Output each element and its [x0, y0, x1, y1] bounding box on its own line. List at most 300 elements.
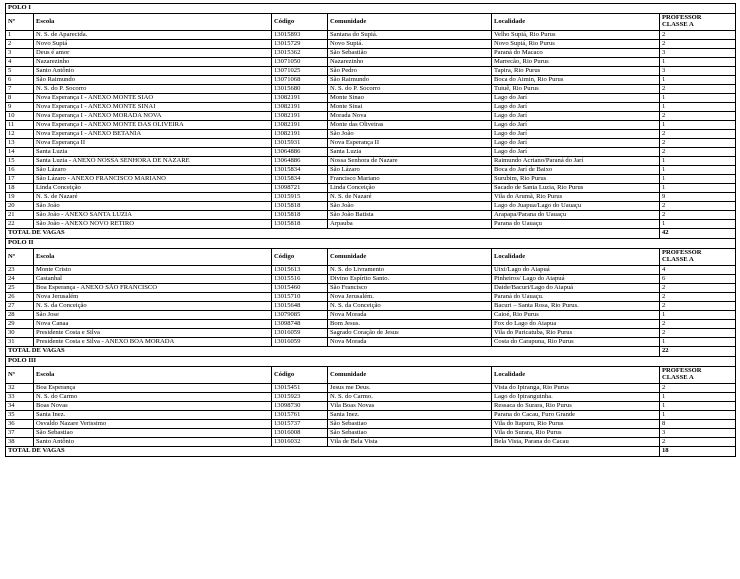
col-codigo: 13015680 [272, 85, 328, 94]
table-row [6, 393, 736, 402]
col-comunidade: Vila Boas Novas [328, 402, 492, 411]
header-comunidade: Comunidade [328, 14, 492, 31]
col-codigo: 13015818 [272, 211, 328, 220]
header-escola: Escola [34, 14, 272, 31]
table-row [6, 67, 736, 76]
col-escola: Santo Antônio [34, 67, 272, 76]
vagas-document [5, 3, 735, 457]
col-codigo: 13015516 [272, 275, 328, 284]
col-localidade: Lago do Juapua/Lago do Uauaçu [492, 202, 660, 211]
total-label: TOTAL DE VAGAS [6, 447, 660, 457]
col-localidade: Arapapa/Parana do Uauaçu [492, 211, 660, 220]
col-localidade: Lago do Jarí [492, 139, 660, 148]
table-row [6, 130, 736, 139]
col-codigo: 13015460 [272, 284, 328, 293]
col-localidade: Raimundo Acriano/Paraná do Jarí [492, 157, 660, 166]
col-comunidade: São João Batista [328, 211, 492, 220]
table-row [6, 266, 736, 275]
header-escola: Escola [34, 367, 272, 384]
header-professor-line1: PROFESSOR [662, 14, 702, 22]
polo-title-row [6, 357, 736, 367]
col-localidade: Daide/Bacuri/Lago do Aiapuá [492, 284, 660, 293]
table-row [6, 411, 736, 420]
col-professor: 1 [660, 175, 736, 184]
col-comunidade: São Raimundo [328, 76, 492, 85]
col-num: 38 [6, 438, 34, 447]
col-localidade: Caioé, Rio Purus [492, 311, 660, 320]
col-escola: Nova Canaa [34, 320, 272, 329]
col-codigo: 13098721 [272, 184, 328, 193]
col-localidade: Boca do Aimin, Rio Purus [492, 76, 660, 85]
col-professor: 2 [660, 302, 736, 311]
col-codigo: 13071025 [272, 67, 328, 76]
total-row [6, 347, 736, 357]
col-escola: Nova Esperança I - ANEXO BETANIA [34, 130, 272, 139]
col-localidade: Lago do Jarí [492, 94, 660, 103]
col-escola: Nova Esperança I - ANEXO MONTE SIAO [34, 94, 272, 103]
col-comunidade: Monte Sinao [328, 94, 492, 103]
col-num: 21 [6, 211, 34, 220]
col-comunidade: Nova Esperança II [328, 139, 492, 148]
col-localidade: Sacado de Santa Luzia, Rio Purus [492, 184, 660, 193]
col-num: 28 [6, 311, 34, 320]
col-localidade: Lago do Jarí [492, 121, 660, 130]
table-row [6, 202, 736, 211]
table-row [6, 284, 736, 293]
col-comunidade: Jesus me Deus. [328, 384, 492, 393]
col-professor: 2 [660, 40, 736, 49]
col-comunidade: São João [328, 130, 492, 139]
col-escola: Presidente Costa e Silva [34, 329, 272, 338]
table-row [6, 58, 736, 67]
table-row [6, 166, 736, 175]
col-comunidade: São João [328, 202, 492, 211]
col-localidade: Pinheiros/ Lago do Aiapuá [492, 275, 660, 284]
polo-title-row [6, 4, 736, 14]
col-professor: 2 [660, 293, 736, 302]
col-localidade: Costa do Carapuna, Rio Purus [492, 338, 660, 347]
col-escola: Novo Supiá [34, 40, 272, 49]
col-comunidade: Monte Sinai [328, 103, 492, 112]
col-professor: 1 [660, 157, 736, 166]
col-num: 3 [6, 49, 34, 58]
col-num: 9 [6, 103, 34, 112]
table-row [6, 429, 736, 438]
col-localidade: Lago do Jarí [492, 130, 660, 139]
col-codigo: 13015737 [272, 420, 328, 429]
header-professor [660, 249, 736, 266]
col-escola: Boas Novas [34, 402, 272, 411]
col-comunidade: Novo Supiá. [328, 40, 492, 49]
col-escola: Presidente Costa e Silva - ANEXO BOA MORADA [34, 338, 272, 347]
header-row [6, 367, 736, 384]
col-comunidade: São Sebastiao [328, 420, 492, 429]
table-row [6, 148, 736, 157]
col-codigo: 13015893 [272, 31, 328, 40]
header-num: Nº [6, 249, 34, 266]
col-comunidade: São Sebastião [328, 49, 492, 58]
header-localidade: Localidade [492, 14, 660, 31]
col-professor: 3 [660, 429, 736, 438]
col-escola: São João - ANEXO SANTA LUZIA [34, 211, 272, 220]
col-num: 26 [6, 293, 34, 302]
col-professor: 1 [660, 166, 736, 175]
col-escola: São Lázaro - ANEXO FRANCISCO MARIANO [34, 175, 272, 184]
total-label: TOTAL DE VAGAS [6, 347, 660, 357]
col-comunidade: Linda Conceição [328, 184, 492, 193]
header-professor-line2: CLASSE A [662, 21, 694, 28]
col-professor: 2 [660, 112, 736, 121]
table-row [6, 193, 736, 202]
col-escola: Deus é amor [34, 49, 272, 58]
col-escola: N. S. do Carmo [34, 393, 272, 402]
table-row [6, 420, 736, 429]
col-professor: 1 [660, 311, 736, 320]
col-codigo: 13082191 [272, 130, 328, 139]
table-row [6, 175, 736, 184]
polo-table [5, 3, 736, 239]
table-row [6, 302, 736, 311]
col-num: 37 [6, 429, 34, 438]
col-codigo: 13015818 [272, 202, 328, 211]
table-row [6, 211, 736, 220]
col-professor: 1 [660, 121, 736, 130]
col-localidade: Vila do Itapuru, Rio Purus [492, 420, 660, 429]
col-escola: Santo Antônio [34, 438, 272, 447]
col-localidade: Parana do Cacau, Furo Grande [492, 411, 660, 420]
col-professor: 2 [660, 85, 736, 94]
col-localidade: Vista do Ipiranga, Rio Purus [492, 384, 660, 393]
col-professor: 3 [660, 67, 736, 76]
col-professor: 1 [660, 411, 736, 420]
col-codigo: 13015818 [272, 220, 328, 229]
col-num: 36 [6, 420, 34, 429]
col-comunidade: Monte das Oliveiras [328, 121, 492, 130]
col-codigo: 13015710 [272, 293, 328, 302]
col-escola: São Jose [34, 311, 272, 320]
col-codigo: 13098730 [272, 402, 328, 411]
col-num: 35 [6, 411, 34, 420]
col-professor: 2 [660, 438, 736, 447]
col-professor: 1 [660, 58, 736, 67]
col-num: 12 [6, 130, 34, 139]
col-localidade: Lago do Ipiranguinha. [492, 393, 660, 402]
col-escola: Santa Inez. [34, 411, 272, 420]
col-comunidade: Nossa Senhora de Nazare [328, 157, 492, 166]
col-comunidade: N. S. do Carmo. [328, 393, 492, 402]
col-num: 30 [6, 329, 34, 338]
col-professor: 1 [660, 220, 736, 229]
col-comunidade: São Sebastiao [328, 429, 492, 438]
total-value: 18 [660, 447, 736, 457]
header-professor [660, 14, 736, 31]
table-row [6, 112, 736, 121]
col-codigo: 13016059 [272, 338, 328, 347]
col-codigo: 13082191 [272, 121, 328, 130]
col-num: 27 [6, 302, 34, 311]
col-localidade: Velho Supiá, Rio Purus [492, 31, 660, 40]
header-codigo: Código [272, 367, 328, 384]
col-escola: N. S. de Aparecida. [34, 31, 272, 40]
table-row [6, 184, 736, 193]
col-escola: Nova Esperança I - ANEXO MONTE DAS OLIVEIRA [34, 121, 272, 130]
table-row [6, 220, 736, 229]
col-codigo: 13064886 [272, 148, 328, 157]
col-num: 33 [6, 393, 34, 402]
col-professor: 3 [660, 49, 736, 58]
col-professor: 1 [660, 402, 736, 411]
polo-table [5, 356, 736, 457]
col-localidade: Novo Supiá, Rio Purus [492, 40, 660, 49]
col-codigo: 13015834 [272, 175, 328, 184]
col-codigo: 13015648 [272, 302, 328, 311]
header-professor-line2: CLASSE A [662, 374, 694, 381]
col-num: 31 [6, 338, 34, 347]
col-professor: 9 [660, 193, 736, 202]
col-localidade: Uixi/Lago do Aiapuá [492, 266, 660, 275]
col-codigo: 13082191 [272, 103, 328, 112]
col-localidade: Fox do Lago do Aiapua [492, 320, 660, 329]
col-professor: 2 [660, 329, 736, 338]
col-professor: 2 [660, 384, 736, 393]
col-codigo: 13015931 [272, 139, 328, 148]
col-num: 10 [6, 112, 34, 121]
col-professor: 2 [660, 320, 736, 329]
table-row [6, 311, 736, 320]
col-escola: Nova Esperança II [34, 139, 272, 148]
col-codigo: 13015834 [272, 166, 328, 175]
col-num: 16 [6, 166, 34, 175]
col-escola: Santa Luzia - ANEXO NOSSA SENHORA DE NAZARE [34, 157, 272, 166]
table-row [6, 402, 736, 411]
polo-title: POLO II [6, 239, 736, 249]
col-num: 18 [6, 184, 34, 193]
col-codigo: 13015915 [272, 193, 328, 202]
col-professor: 2 [660, 139, 736, 148]
col-comunidade: Nova Morada [328, 338, 492, 347]
col-localidade: Tapira, Rio Purus [492, 67, 660, 76]
col-num: 1 [6, 31, 34, 40]
col-num: 13 [6, 139, 34, 148]
col-num: 6 [6, 76, 34, 85]
col-num: 7 [6, 85, 34, 94]
col-escola: Nazarezinho [34, 58, 272, 67]
col-professor: 4 [660, 266, 736, 275]
col-localidade: Lago do Jarí [492, 112, 660, 121]
col-comunidade: Arpauba [328, 220, 492, 229]
col-escola: N. S. da Conceição [34, 302, 272, 311]
col-escola: Nova Esperança I - ANEXO MONTE SINAI [34, 103, 272, 112]
col-localidade: Surubim, Rio Purus [492, 175, 660, 184]
col-num: 15 [6, 157, 34, 166]
col-num: 23 [6, 266, 34, 275]
col-localidade: Parana do Uauaçu [492, 220, 660, 229]
col-codigo: 13015451 [272, 384, 328, 393]
col-escola: N. S. do P. Socorro [34, 85, 272, 94]
col-codigo: 13098748 [272, 320, 328, 329]
col-escola: São Lázaro [34, 166, 272, 175]
col-localidade: Vila do Arumã, Rio Purus [492, 193, 660, 202]
total-row [6, 229, 736, 239]
header-professor-line2: CLASSE A [662, 256, 694, 263]
col-localidade: Bela Vista, Parana do Cacau [492, 438, 660, 447]
col-professor: 1 [660, 76, 736, 85]
col-codigo: 13064886 [272, 157, 328, 166]
col-num: 2 [6, 40, 34, 49]
col-escola: Osvaldo Nazare Verissimo [34, 420, 272, 429]
col-professor: 1 [660, 94, 736, 103]
col-comunidade: Divino Espírito Santo. [328, 275, 492, 284]
table-row [6, 157, 736, 166]
col-escola: Nova Esperança I - ANEXO MORADA NOVA [34, 112, 272, 121]
col-escola: Linda Conceição [34, 184, 272, 193]
polo-title: POLO III [6, 357, 736, 367]
col-escola: São João - ANEXO NOVO RETIRO [34, 220, 272, 229]
col-comunidade: São Lázaro [328, 166, 492, 175]
col-professor: 2 [660, 284, 736, 293]
col-localidade: Tuiuê, Rio Purus [492, 85, 660, 94]
col-escola: São Raimundo [34, 76, 272, 85]
col-comunidade: Nazarezinho [328, 58, 492, 67]
table-row [6, 121, 736, 130]
col-codigo: 13015362 [272, 49, 328, 58]
col-localidade: Vila do Surara, Rio Purus [492, 429, 660, 438]
col-professor: 6 [660, 275, 736, 284]
header-row [6, 249, 736, 266]
col-comunidade: Bom Jesus. [328, 320, 492, 329]
col-comunidade: Santa Luzia [328, 148, 492, 157]
col-codigo: 13016032 [272, 438, 328, 447]
col-num: 25 [6, 284, 34, 293]
col-localidade: Paraná do Uauaçu. [492, 293, 660, 302]
col-comunidade: São Francisco [328, 284, 492, 293]
polo-title: POLO I [6, 4, 736, 14]
col-comunidade: Santana do Supiá. [328, 31, 492, 40]
col-professor: 2 [660, 202, 736, 211]
col-comunidade: Sagrado Coração de Jesus [328, 329, 492, 338]
table-row [6, 31, 736, 40]
col-num: 19 [6, 193, 34, 202]
col-comunidade: N. S. do P. Socorro [328, 85, 492, 94]
table-row [6, 293, 736, 302]
col-num: 17 [6, 175, 34, 184]
table-row [6, 49, 736, 58]
header-codigo: Código [272, 14, 328, 31]
col-comunidade: N. S. de Nazaré [328, 193, 492, 202]
polo-table [5, 238, 736, 357]
header-professor-line1: PROFESSOR [662, 367, 702, 375]
col-codigo: 13015761 [272, 411, 328, 420]
col-codigo: 13082191 [272, 94, 328, 103]
col-codigo: 13016008 [272, 429, 328, 438]
table-row [6, 40, 736, 49]
header-comunidade: Comunidade [328, 249, 492, 266]
col-professor: 1 [660, 338, 736, 347]
col-codigo: 13015613 [272, 266, 328, 275]
table-row [6, 384, 736, 393]
col-localidade: Ressaca do Surara, Rio Purus [492, 402, 660, 411]
col-comunidade: Nova Jerusalém. [328, 293, 492, 302]
table-row [6, 76, 736, 85]
table-row [6, 103, 736, 112]
col-num: 24 [6, 275, 34, 284]
col-localidade: Lago do Jarí [492, 148, 660, 157]
col-professor: 1 [660, 184, 736, 193]
col-professor: 8 [660, 420, 736, 429]
col-num: 22 [6, 220, 34, 229]
col-localidade: Bacuri – Santa Rosa, Rio Purus. [492, 302, 660, 311]
header-professor [660, 367, 736, 384]
table-row [6, 275, 736, 284]
col-num: 8 [6, 94, 34, 103]
total-row [6, 447, 736, 457]
col-professor: 2 [660, 148, 736, 157]
table-row [6, 329, 736, 338]
col-escola: N. S. de Nazaré [34, 193, 272, 202]
col-codigo: 13071050 [272, 58, 328, 67]
col-professor: 2 [660, 130, 736, 139]
col-professor: 1 [660, 393, 736, 402]
col-escola: Santa Luzia [34, 148, 272, 157]
col-comunidade: Francisco Mariano [328, 175, 492, 184]
col-comunidade: N. S. da Conceição [328, 302, 492, 311]
header-comunidade: Comunidade [328, 367, 492, 384]
table-row [6, 438, 736, 447]
col-codigo: 13015923 [272, 393, 328, 402]
col-num: 14 [6, 148, 34, 157]
header-codigo: Código [272, 249, 328, 266]
header-localidade: Localidade [492, 367, 660, 384]
polo-title-row [6, 239, 736, 249]
col-comunidade: São Pedro [328, 67, 492, 76]
col-localidade: Boca do Jarí de Baixo [492, 166, 660, 175]
col-codigo: 13071068 [272, 76, 328, 85]
table-row [6, 85, 736, 94]
col-escola: Nova Jerusalém [34, 293, 272, 302]
col-escola: São Sebastiao [34, 429, 272, 438]
col-comunidade: Santa Inez. [328, 411, 492, 420]
header-num: Nº [6, 14, 34, 31]
header-localidade: Localidade [492, 249, 660, 266]
col-codigo: 13079085 [272, 311, 328, 320]
col-codigo: 13015729 [272, 40, 328, 49]
col-codigo: 13082191 [272, 112, 328, 121]
col-num: 11 [6, 121, 34, 130]
col-comunidade: Nova Morada [328, 311, 492, 320]
col-escola: Monte Cristo [34, 266, 272, 275]
col-comunidade: Morada Nova [328, 112, 492, 121]
col-localidade: Paraná do Macaco [492, 49, 660, 58]
col-escola: Boa Esperança [34, 384, 272, 393]
col-escola: Boa Esperança - ANEXO SÃO FRANCISCO [34, 284, 272, 293]
col-localidade: Vila do Paricatuba, Rio Purus [492, 329, 660, 338]
col-professor: 2 [660, 31, 736, 40]
col-escola: São João [34, 202, 272, 211]
header-num: Nº [6, 367, 34, 384]
col-localidade: Marrecão, Rio Purus [492, 58, 660, 67]
col-comunidade: Vila de Bela Vista [328, 438, 492, 447]
total-value: 42 [660, 229, 736, 239]
col-professor: 1 [660, 103, 736, 112]
table-row [6, 139, 736, 148]
col-num: 5 [6, 67, 34, 76]
table-row [6, 338, 736, 347]
total-value: 22 [660, 347, 736, 357]
col-num: 32 [6, 384, 34, 393]
header-professor-line1: PROFESSOR [662, 249, 702, 257]
header-escola: Escola [34, 249, 272, 266]
col-num: 4 [6, 58, 34, 67]
